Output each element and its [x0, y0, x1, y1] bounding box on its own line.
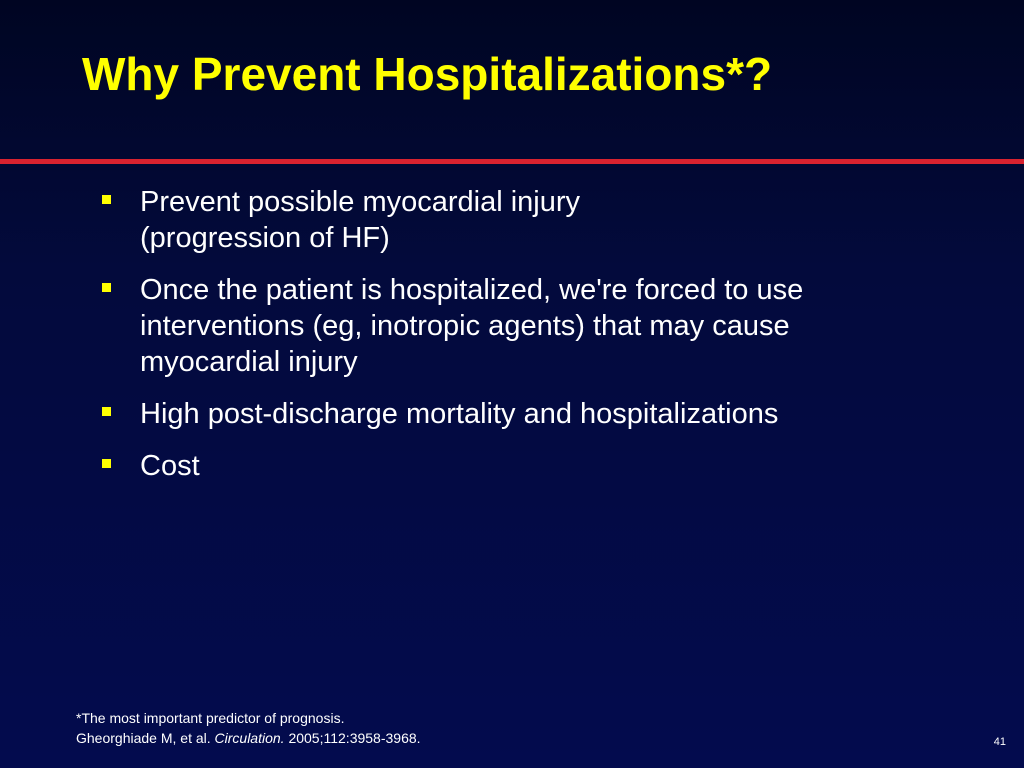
bullet-item	[100, 396, 980, 432]
footnote-note: *The most important predictor of prognosis.	[76, 710, 345, 726]
bullet-item	[100, 448, 980, 484]
bullet-list	[100, 184, 980, 500]
bullet-line: (progression of HF)	[140, 222, 390, 254]
square-bullet-icon	[102, 283, 111, 292]
bullet-line: interventions (eg, inotropic agents) that may cause	[140, 310, 790, 342]
bullet-line: Prevent possible myocardial injury	[140, 186, 581, 218]
bullet-text	[140, 272, 980, 380]
bullet-line: Cost	[140, 450, 200, 482]
bullet-text	[140, 448, 980, 484]
square-bullet-icon	[102, 459, 111, 468]
bullet-item	[100, 272, 980, 380]
bullet-line: myocardial injury	[140, 346, 358, 378]
citation-details: 2005;112:3958-3968.	[284, 730, 421, 746]
bullet-item	[100, 184, 980, 256]
footnote-citation	[76, 728, 421, 748]
square-bullet-icon	[102, 407, 111, 416]
bullet-line: High post-discharge mortality and hospitalizations	[140, 398, 779, 430]
title-divider	[0, 159, 1024, 164]
citation-journal: Circulation.	[214, 730, 285, 746]
page-number: 41	[993, 736, 1006, 748]
footnote	[76, 708, 421, 748]
square-bullet-icon	[102, 195, 111, 204]
bullet-line: Once the patient is hospitalized, we're forced to use	[140, 274, 804, 306]
bullet-text	[140, 184, 980, 256]
slide-title: Why Prevent Hospitalizations*?	[82, 48, 773, 100]
bullet-text	[140, 396, 980, 432]
citation-authors: Gheorghiade M, et al.	[76, 730, 215, 746]
